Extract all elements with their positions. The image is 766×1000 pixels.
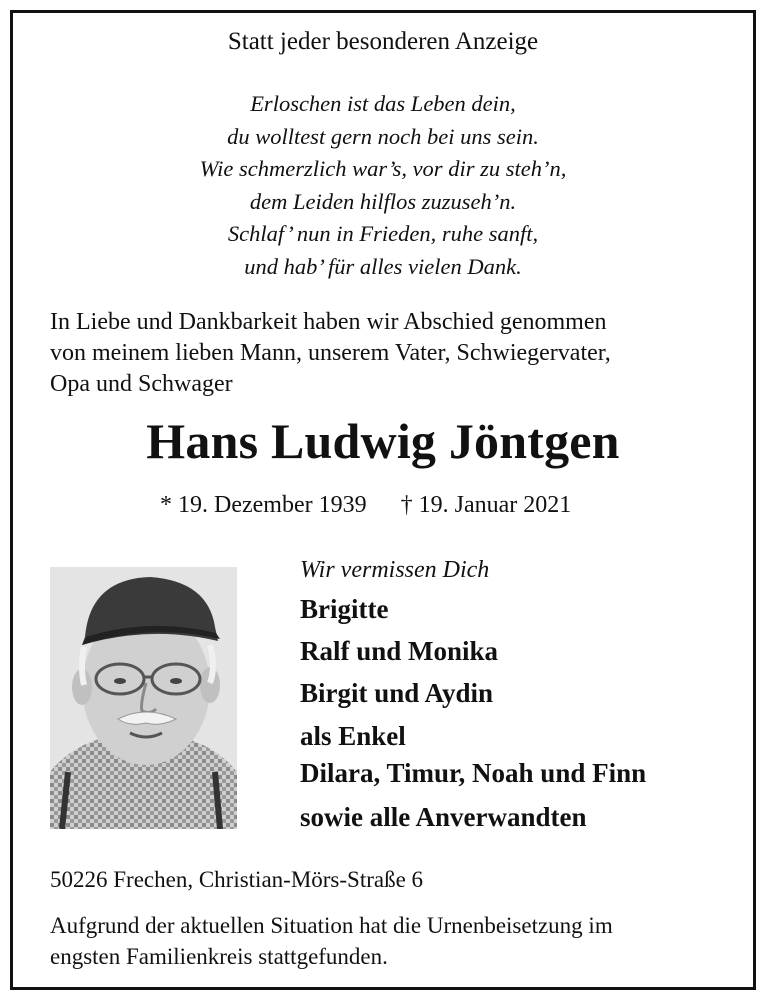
poem-line: du wolltest gern noch bei uns sein.	[227, 123, 539, 149]
mourner-name: Brigitte	[300, 594, 389, 624]
poem-line: Erloschen ist das Leben dein,	[250, 91, 516, 116]
intro-line: In Liebe und Dankbarkeit haben wir Abschied genommen	[50, 309, 607, 335]
intro-line: Opa und Schwager	[50, 371, 233, 397]
mourner-name: Ralf und Monika	[300, 636, 499, 666]
intro-text	[50, 307, 730, 400]
death-date: † 19. Januar 2021	[400, 492, 572, 518]
notice-line: Aufgrund der aktuellen Situation hat die Urnenbeisetzung im	[50, 913, 613, 938]
life-dates	[160, 492, 571, 519]
mourners-list	[300, 552, 740, 838]
poem-line: Schlaf’ nun in Frieden, ruhe sanft,	[227, 221, 539, 246]
poem	[0, 88, 766, 283]
birth-date: * 19. Dezember 1939	[160, 492, 367, 518]
notice-heading: Statt jeder besonderen Anzeige	[227, 28, 539, 55]
poem-line: und hab’ für alles vielen Dank.	[244, 253, 522, 279]
burial-notice	[50, 910, 740, 972]
portrait-photo-icon	[50, 567, 237, 829]
deceased-name: Hans Ludwig Jöntgen	[146, 413, 620, 469]
intro-line: von meinem lieben Mann, unserem Vater, Schwiegervater,	[50, 340, 611, 366]
mourner-name: sowie alle Anverwandten	[300, 802, 587, 832]
notice-line: engsten Familienkreis stattgefunden.	[50, 944, 388, 969]
poem-line: dem Leiden hilflos zuzuseh’n.	[249, 188, 517, 214]
mourner-name: Birgit und Aydin	[300, 678, 494, 708]
mourner-name: Dilara, Timur, Noah und Finn	[300, 758, 647, 788]
mourner-name: als Enkel	[300, 721, 406, 751]
poem-line: Wie schmerzlich war’s, vor dir zu steh’n,	[199, 156, 567, 181]
family-address: 50226 Frechen, Christian-Mörs-Straße 6	[50, 867, 424, 892]
mourners-intro: Wir vermissen Dich	[300, 557, 490, 583]
